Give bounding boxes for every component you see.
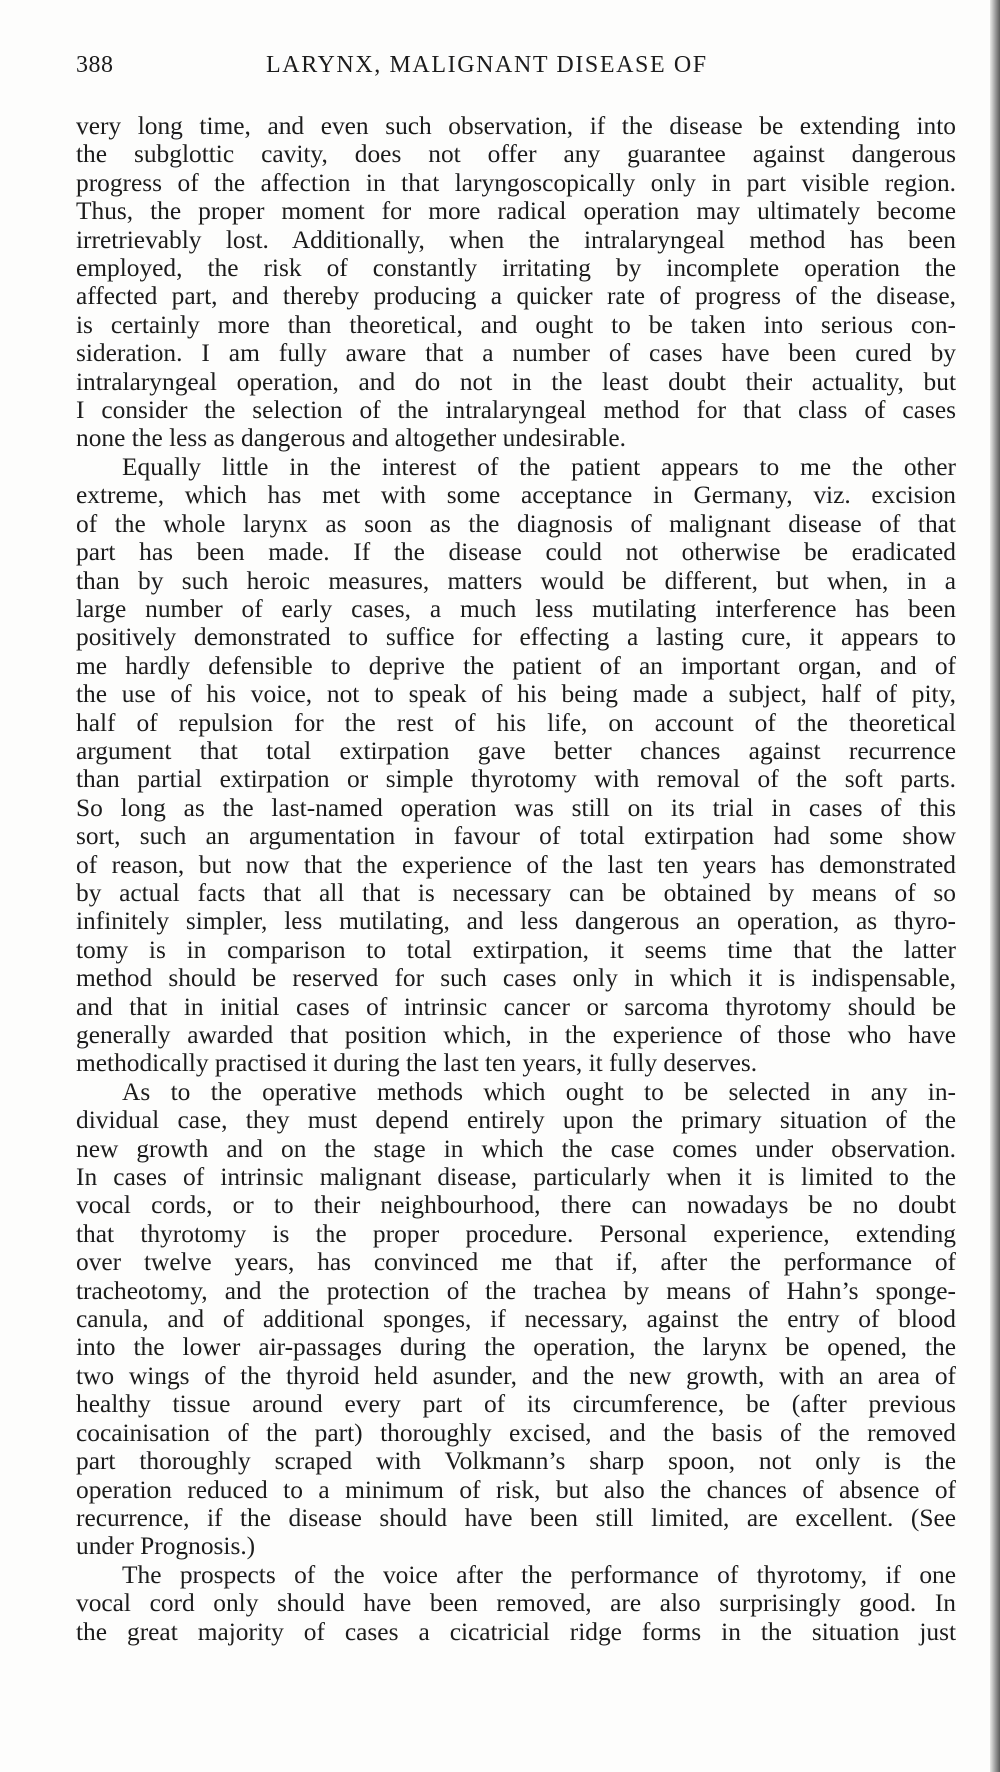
text-line: sideration. I am fully aware that a number of cases have been cured by [76,339,956,368]
text-line: none the less as dangerous and altogether undesirable. [76,424,626,453]
text-line: than partial extirpation or simple thyrotomy with removal of the soft parts. [76,765,956,794]
text-line: dividual case, they must depend entirely upon the primary situation of the [76,1106,956,1135]
text-line: new growth and on the stage in which the case comes under observation. [76,1134,956,1163]
text-line: operation reduced to a minimum of risk, but also the chances of absence of [76,1475,956,1504]
text-line: employed, the risk of constantly irritating by incomplete operation the [76,254,956,283]
page-edge-shadow [990,0,1000,1772]
text-line: the great majority of cases a cicatricial ridge forms in the situation just [76,1617,956,1646]
text-line: tracheotomy, and the protection of the trachea by means of Hahn’s sponge- [76,1276,956,1305]
text-line: two wings of the thyroid held asunder, and the new growth, with an area of [76,1361,956,1390]
text-line: So long as the last-named operation was still on its trial in cases of this [76,793,956,822]
text-line: vocal cords, or to their neighbourhood, there can nowadays be no doubt [76,1191,956,1220]
text-line: under Prognosis.) [76,1532,256,1561]
text-line: very long time, and even such observation, if the disease be extending into [76,112,956,140]
text-line: generally awarded that position which, in the experience of those who have [76,1021,956,1049]
text-line: me hardly defensible to deprive the patient of an important organ, and of [76,651,956,680]
text-line: extreme, which has met with some acceptance in Germany, viz. excision [76,481,956,510]
text-line: affected part, and thereby producing a quicker rate of progress of the disease, [76,282,956,311]
text-line: positively demonstrated to suffice for effecting a lasting cure, it appears to [76,623,956,652]
text-line: infinitely simpler, less mutilating, and less dangerous an operation, as thyro- [76,907,956,936]
text-line: intralaryngeal operation, and do not in the least doubt their actuality, but [76,367,956,396]
text-line: and that in initial cases of intrinsic cancer or sarcoma thyrotomy should be [76,992,956,1021]
text-line: that thyrotomy is the proper procedure. Personal experience, extending [76,1219,956,1248]
text-line: sort, such an argumentation in favour of total extirpation had some show [76,822,956,851]
text-line: half of repulsion for the rest of his life, on account of the theoretical [76,708,956,737]
text-line: the use of his voice, not to speak of his being made a subject, half of pity, [76,680,956,709]
text-line: of reason, but now that the experience of the last ten years has demonstrated [76,850,956,879]
text-line: irretrievably lost. Additionally, when the intralaryngeal method has been [76,225,956,254]
text-line: over twelve years, has convinced me that if, after the performance of [76,1248,956,1277]
text-line: The prospects of the voice after the performance of thyrotomy, if one [122,1560,956,1589]
text-line: is certainly more than theoretical, and ought to be taken into serious con- [76,310,956,339]
text-line: canula, and of additional sponges, if necessary, against the entry of blood [76,1305,956,1334]
text-line: progress of the affection in that laryngoscopically only in part visible region. [76,168,956,197]
text-line: healthy tissue around every part of its circumference, be (after previous [76,1390,956,1419]
text-line: part thoroughly scraped with Volkmann’s sharp spoon, not only is the [76,1447,956,1476]
text-line: argument that total extirpation gave better chances against recurrence [76,736,956,765]
text-line: methodically practised it during the last ten years, it fully deserves. [76,1049,758,1078]
text-line: Thus, the proper moment for more radical operation may ultimately become [76,197,956,226]
text-line: As to the operative methods which ought to be selected in any in- [122,1077,956,1106]
text-line: Equally little in the interest of the patient appears to me the other [122,452,956,481]
text-line: I consider the selection of the intralaryngeal method for that class of cases [76,396,956,425]
text-line: vocal cord only should have been removed, are also surprisingly good. In [76,1589,956,1618]
text-line: recurrence, if the disease should have been still limited, are excellent. (See [76,1503,956,1532]
page-number: 388 [76,52,114,78]
running-title: LARYNX, MALIGNANT DISEASE OF [266,52,708,78]
body-text [76,112,956,1646]
text-line: In cases of intrinsic malignant disease, particularly when it is limited to the [76,1163,956,1192]
text-line: than by such heroic measures, matters would be different, but when, in a [76,566,956,595]
text-line: of the whole larynx as soon as the diagnosis of malignant disease of that [76,509,956,538]
text-line: cocainisation of the part) thoroughly excised, and the basis of the removed [76,1418,956,1447]
text-line: into the lower air-passages during the operation, the larynx be opened, the [76,1333,956,1362]
text-line: the subglottic cavity, does not offer any guarantee against dangerous [76,140,956,169]
text-line: tomy is in comparison to total extirpation, it seems time that the latter [76,935,956,964]
text-line: by actual facts that all that is necessary can be obtained by means of so [76,878,956,907]
text-line: large number of early cases, a much less mutilating interference has been [76,594,956,623]
text-line: method should be reserved for such cases only in which it is indispensable, [76,964,956,993]
text-line: part has been made. If the disease could not otherwise be eradicated [76,538,956,567]
running-header [76,52,954,92]
